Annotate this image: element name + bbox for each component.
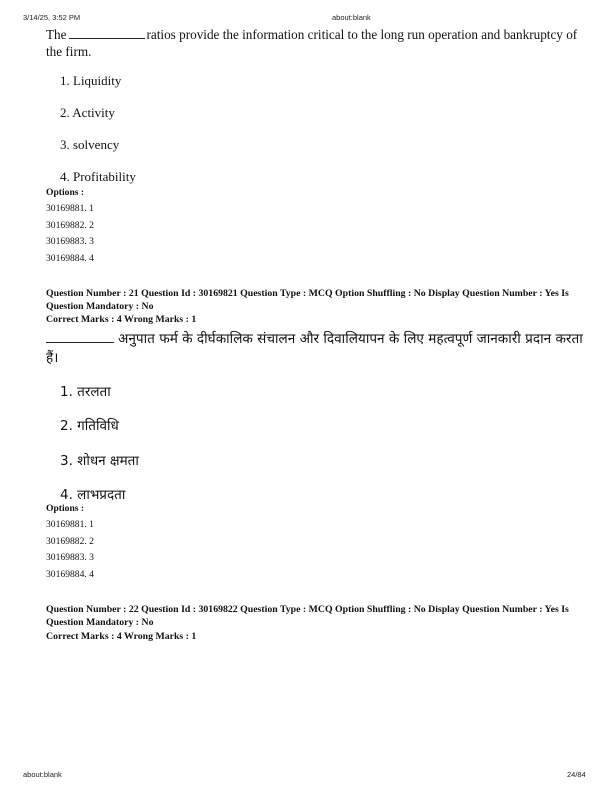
question-text-end: ratios provide the information critical to the long run operation and bankruptcy of the firm. xyxy=(46,27,578,59)
option-id: 30169881. 1 xyxy=(46,203,94,214)
question-meta: Question Number : 21 Question Id : 30169821 Question Type : MCQ Option Shuffling : No Display Question Number : Yes Is Question Mandatory : No xyxy=(46,288,569,312)
question-text-start: The xyxy=(46,27,67,42)
marks-info: Correct Marks : 4 Wrong Marks : 1 xyxy=(46,631,197,642)
answer-blank xyxy=(46,330,114,343)
question-text xyxy=(46,26,586,60)
question-text-hindi xyxy=(46,330,591,368)
choice-4: 4. Profitability xyxy=(60,169,136,184)
choice-4: 4. लाभप्रदता xyxy=(60,487,126,503)
print-url: about:blank xyxy=(332,13,371,22)
choice-1: 1. Liquidity xyxy=(60,73,122,88)
answer-blank xyxy=(69,27,145,39)
choice-3: 3. solvency xyxy=(60,137,120,152)
options-label: Options : xyxy=(46,503,85,514)
marks-info: Correct Marks : 4 Wrong Marks : 1 xyxy=(46,314,197,325)
option-id: 30169881. 1 xyxy=(46,519,94,530)
choice-1: 1. तरलता xyxy=(60,384,111,400)
choice-3: 3. शोधन क्षमता xyxy=(60,453,139,469)
question-text-hindi-body: अनुपात फर्म के दीर्घकालिक संचालन और दिवालियापन के लिए महत्वपूर्ण जानकारी प्रदान करता हैं। xyxy=(46,331,583,366)
choice-2: 2. Activity xyxy=(60,105,115,120)
footer-url: about:blank xyxy=(23,770,62,779)
question-meta: Question Number : 22 Question Id : 30169822 Question Type : MCQ Option Shuffling : No Display Question Number : Yes Is Question Mandatory : No xyxy=(46,604,569,628)
option-id: 30169884. 4 xyxy=(46,569,94,580)
option-id: 30169884. 4 xyxy=(46,253,94,264)
print-timestamp: 3/14/25, 3:52 PM xyxy=(23,13,81,22)
page-number: 24/84 xyxy=(567,770,586,779)
option-id: 30169882. 2 xyxy=(46,536,94,547)
option-id: 30169883. 3 xyxy=(46,236,94,247)
option-id: 30169882. 2 xyxy=(46,220,94,231)
choice-2: 2. गतिविधि xyxy=(60,418,119,434)
option-id: 30169883. 3 xyxy=(46,552,94,563)
options-label: Options : xyxy=(46,187,85,198)
